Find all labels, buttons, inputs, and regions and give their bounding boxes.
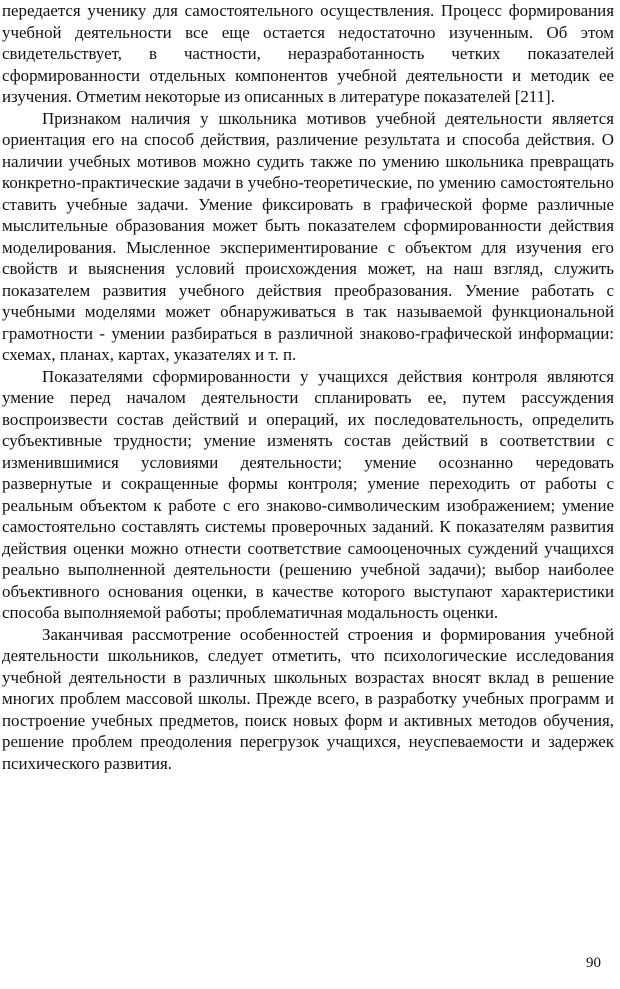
paragraph-2: Признаком наличия у школьника мотивов учебной деятельности является ориентация его на способ действия, различение результата и способа действия. О наличии учебных мотивов можно судить также по умению школьника превращать конкретно-практические задачи в учебно-теоретические, по умению самостоятельно ставить учебные задачи. Умение фиксировать в графической форме различные мыслительные образования может быть показателем сформированности действия моделирования. Мысленное экспериментирование с объектом для изучения его свойств и выяснения условий происхождения может, на наш взгляд, служить показателем развития учебного действия преобразования. Умение работать с учебными моделями может обнаруживаться в так называемой функциональной грамотности - умении разбираться в различной знаково-графической информации: схемах, планах, картах, указателях и т. п. bbox=[2, 108, 614, 364]
paragraph-3: Показателями сформированности у учащихся действия контроля являются умение перед началом деятельности спланировать ее, путем рассуждения воспроизвести состав действий и операций, их последовательность, определить субъективные трудности; умение изменять состав действий в соответствии с изменившимися условиями деятельности; умение осознанно чередовать развернутые и сокращенные формы контроля; умение переходить от работы с реальным объектом к работе с его знаково-символическим изображением; умение самостоятельно составлять системы проверочных заданий. К показателям развития действия оценки можно отнести соответствие самооценочных суждений учащихся реально выполненной деятельности (решению учебной задачи); выбор наиболее объективного основания оценки, в качестве которого выступают характеристики способа выполняемой работы; проблематичная модальность оценки. bbox=[2, 366, 614, 622]
paragraph-4: Заканчивая рассмотрение особенностей строения и формирования учебной деятельности школьников, следует отметить, что психологические исследования учебной деятельности в различных школьных возрастах вносят вклад в решение многих проблем массовой школы. Прежде всего, в разработку учебных программ и построение учебных предметов, поиск новых форм и активных методов обучения, решение проблем преодоления перегрузок учащихся, неуспеваемости и задержек психического развития. bbox=[2, 624, 614, 773]
body-text bbox=[2, 0, 614, 774]
paragraph-1: передается ученику для самостоятельного осуществления. Процесс формирования учебной деятельности все еще остается недостаточно изученным. Об этом свидетельствует, в частности, неразработанность четких показателей сформированности отдельных компонентов учебной деятельности и методик ее изучения. Отметим некоторые из описанных в литературе показателей [211]. bbox=[2, 1, 614, 106]
page-number: 90 bbox=[586, 955, 601, 971]
